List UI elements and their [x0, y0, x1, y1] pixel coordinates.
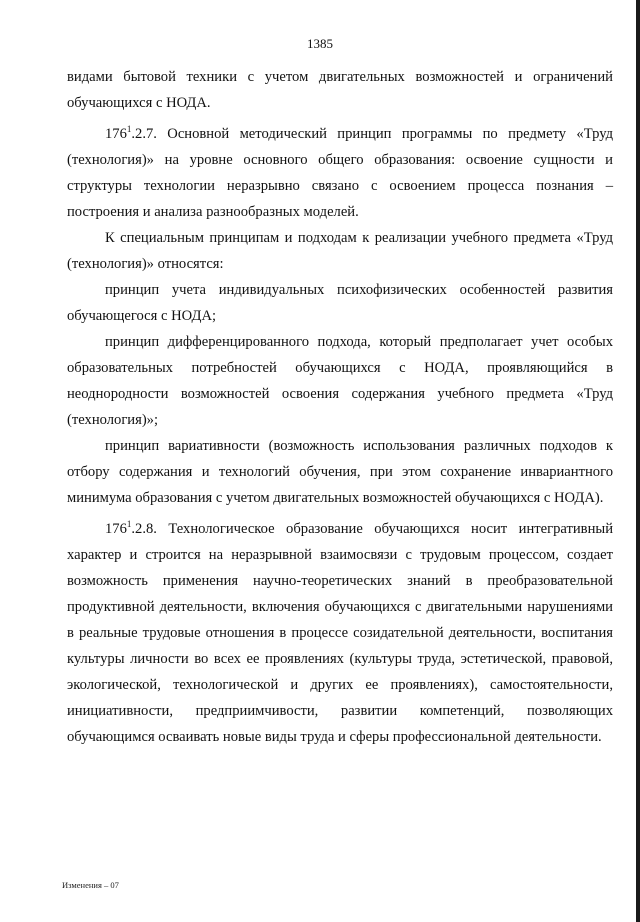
page-number: 1385 — [307, 36, 333, 51]
paragraph-5 — [67, 329, 613, 433]
paragraph-3 — [67, 225, 613, 277]
paragraph-4 — [67, 277, 613, 329]
body-text — [67, 64, 613, 750]
paragraph-text: Основной методический принцип программы по предмету «Труд (технология)» на уровне основного общего образования: освоение сущности и структуры технологии неразрывно связано с освоением процесса познания – построения и анализа разнообразных моделей. — [67, 125, 613, 220]
paragraph-2 — [67, 116, 613, 225]
paragraph-text: принцип дифференцированного подхода, который предполагает учет особых образовательных потребностей обучающихся с НОДА, проявляющийся в неоднородности возможностей освоения содержания учебного предмета «Труд (технология)»; — [67, 333, 613, 428]
paragraph-text: видами бытовой техники с учетом двигательных возможностей и ограничений обучающихся с НОДА. — [67, 69, 613, 111]
paragraph-text: принцип учета индивидуальных психофизических особенностей развития обучающегося с НОДА; — [67, 281, 613, 324]
paragraph-text: К специальным принципам и подходам к реализации учебного предмета «Труд (технология)» относятся: — [67, 229, 613, 272]
clause-number: $176^1.2.7$. — [105, 124, 157, 142]
footer-note: Изменения – 07 — [62, 880, 119, 890]
paragraph-text: принцип вариативности (возможность использования различных подходов к отбору содержания и технологий обучения, при этом сохранение инвариантного минимума образования с учетом двигательных возможностей обучающихся с НОДА). — [67, 437, 613, 506]
paragraph-7 — [67, 511, 613, 750]
paragraph-text: Технологическое образование обучающихся носит интегративный характер и строится на неразрывной взаимосвязи с трудовым процессом, создает возможность применения научно-теоретических знаний в преобразовательной продуктивной деятельности, включения обучающихся с двигательными нарушениями в реальные трудовые отношения в процессе созидательной деятельности, воспитания культуры личности во всех ее проявлениях (культуры труда, эстетической, правовой, экологической, технологической и других ее проявлениях), самостоятельности, инициативности, предприимчивости, развитии компетенций, позволяющих обучающимся осваивать новые виды труда и сферы профессиональной деятельности. — [67, 520, 613, 745]
paragraph-1 — [67, 64, 613, 116]
scan-edge — [636, 0, 640, 922]
paragraph-6 — [67, 433, 613, 511]
clause-number: $176^1.2.8$. — [105, 518, 157, 537]
